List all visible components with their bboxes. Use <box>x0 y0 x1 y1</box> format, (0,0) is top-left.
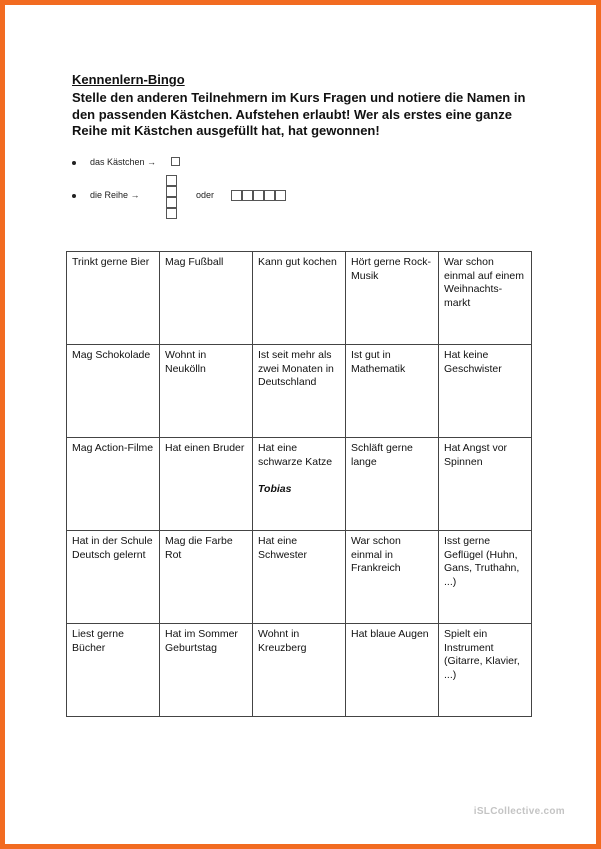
bingo-cell[interactable] <box>160 531 253 624</box>
bingo-cell[interactable] <box>160 624 253 717</box>
bingo-cell[interactable] <box>253 624 346 717</box>
bingo-cell-text: Kann gut kochen <box>258 256 337 268</box>
bingo-cell-text: Mag Schokolade <box>72 349 151 361</box>
bingo-cell[interactable] <box>253 531 346 624</box>
bingo-cell-text: Hört gerne Rock-Musik <box>351 256 431 282</box>
bingo-cell[interactable] <box>346 438 439 531</box>
instructions-line: Stelle den anderen Teilnehmern im Kurs Fragen und notiere die Namen in <box>72 90 526 105</box>
legend-oder-label: oder <box>196 190 215 200</box>
bingo-cell[interactable] <box>439 345 532 438</box>
bingo-grid <box>66 251 532 717</box>
bingo-row <box>67 624 532 717</box>
bingo-cell-text: Hat in der Schule Deutsch gelernt <box>72 535 153 561</box>
single-box-icon <box>171 157 180 166</box>
bingo-row <box>67 438 532 531</box>
bingo-cell-text: Trinkt gerne Bier <box>72 256 150 268</box>
bingo-cell[interactable] <box>253 252 346 345</box>
bingo-cell-text: Hat im Sommer Geburtstag <box>165 628 238 654</box>
bingo-cell-text: Ist gut in Mathematik <box>351 349 406 375</box>
bingo-cell[interactable] <box>67 438 160 531</box>
bingo-cell-text: War schon einmal in Frankreich <box>351 535 401 574</box>
bullet-icon <box>72 194 76 198</box>
bingo-cell-name: Tobias <box>258 483 292 495</box>
bingo-cell-text: Hat einen Bruder <box>165 442 245 454</box>
worksheet-title: Kennenlern-Bingo <box>72 72 185 87</box>
bingo-cell-text: Mag die Farbe Rot <box>165 535 233 561</box>
bingo-cell-text: Schläft gerne lange <box>351 442 413 468</box>
bingo-cell-text: War schon einmal auf einem Weihnachts-markt <box>444 256 524 309</box>
bingo-cell[interactable] <box>346 345 439 438</box>
bingo-cell[interactable] <box>253 438 346 531</box>
bingo-cell[interactable] <box>439 624 532 717</box>
bingo-cell-text: Ist seit mehr als zwei Monaten in Deutschland <box>258 349 334 388</box>
bingo-cell-text: Spielt ein Instrument (Gitarre, Klavier, ...) <box>444 628 520 681</box>
bingo-cell[interactable] <box>439 252 532 345</box>
bingo-cell[interactable] <box>160 252 253 345</box>
bingo-row <box>67 252 532 345</box>
bingo-cell-text: Hat eine schwarze Katze <box>258 442 333 468</box>
bingo-cell[interactable] <box>160 438 253 531</box>
legend-reihe-label: die Reihe → <box>90 190 140 200</box>
watermark: iSLCollective.com <box>473 806 565 817</box>
bingo-cell[interactable] <box>253 345 346 438</box>
bingo-cell[interactable] <box>67 345 160 438</box>
bingo-cell-text: Wohnt in Kreuzberg <box>258 628 307 654</box>
bingo-cell[interactable] <box>346 624 439 717</box>
bingo-cell[interactable] <box>67 252 160 345</box>
bingo-cell-text: Hat keine Geschwister <box>444 349 502 375</box>
instructions-line: den passenden Kästchen. Aufstehen erlaubt! Wer als erstes eine ganze <box>72 106 512 122</box>
bingo-cell-text: Mag Action-Filme <box>72 442 154 454</box>
bingo-cell-text: Hat Angst vor Spinnen <box>444 442 508 468</box>
instructions-line: Reihe mit Kästchen ausgefüllt hat, hat gewonnen! <box>72 123 380 138</box>
bingo-cell[interactable] <box>67 531 160 624</box>
bingo-cell-text: Hat eine Schwester <box>258 535 308 561</box>
bingo-cell-text: Isst gerne Geflügel (Huhn, Gans, Truthahn, ...) <box>444 535 520 588</box>
bingo-cell-text: Mag Fußball <box>165 256 224 268</box>
instructions <box>72 90 542 140</box>
legend-kaestchen-label: das Kästchen → <box>90 157 157 167</box>
bullet-icon <box>72 161 76 165</box>
bingo-row <box>67 531 532 624</box>
bingo-cell[interactable] <box>160 345 253 438</box>
bingo-cell[interactable] <box>67 624 160 717</box>
bingo-cell[interactable] <box>346 252 439 345</box>
bingo-cell[interactable] <box>346 531 439 624</box>
bingo-cell-text: Liest gerne Bücher <box>72 628 124 654</box>
legend-oder <box>196 190 214 200</box>
bingo-cell-text: Hat blaue Augen <box>351 628 429 640</box>
bingo-cell[interactable] <box>439 531 532 624</box>
bingo-cell[interactable] <box>439 438 532 531</box>
bingo-cell-text: Wohnt in Neukölln <box>165 349 207 375</box>
bingo-row <box>67 345 532 438</box>
